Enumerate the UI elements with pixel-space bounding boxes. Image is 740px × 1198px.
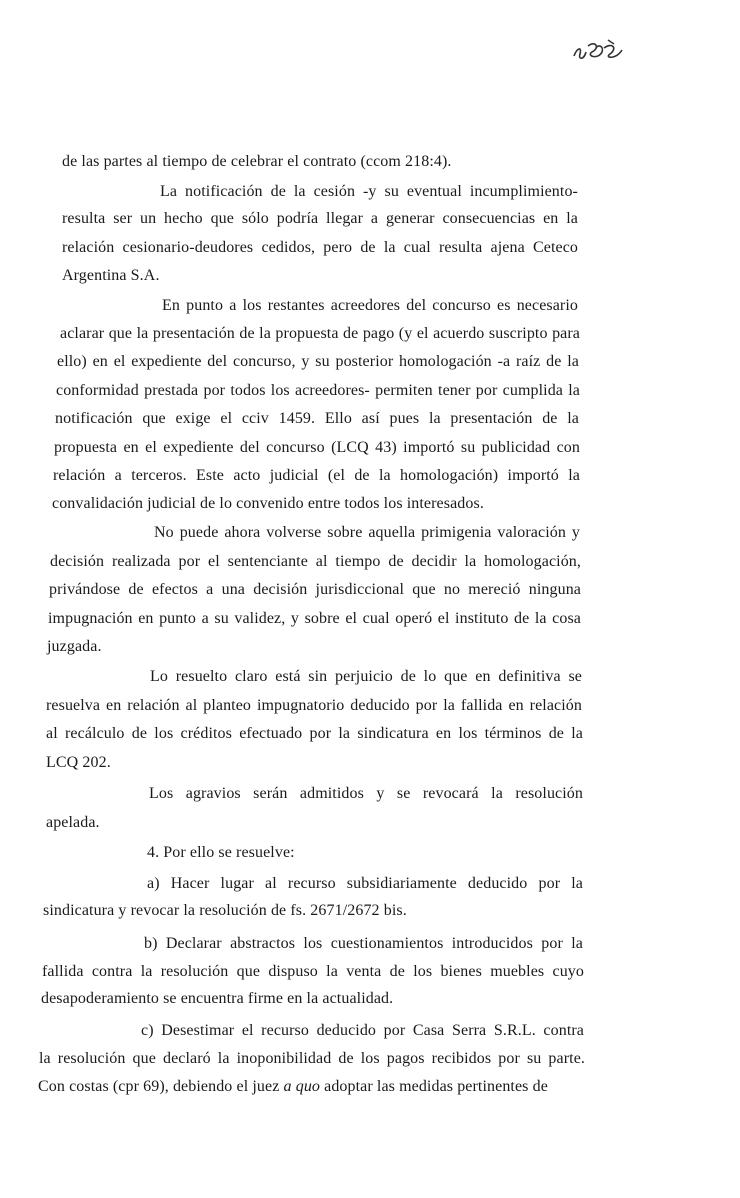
text-line: desapoderamiento se encuentra firme en la actualidad. — [41, 990, 394, 1007]
text-segment: adoptar las medidas pertinentes de — [324, 1078, 548, 1095]
text-line: La notificación de la cesión -y su eventual incumplimiento- — [160, 183, 578, 200]
text-line: Los agravios serán admitidos y se revocará la resolución — [149, 785, 583, 802]
folio-signature-icon — [568, 34, 628, 68]
text-line: notificación que exige el cciv 1459. Ello así pues la presentación de la — [55, 410, 579, 427]
text-line: fallida contra la resolución que dispuso la venta de los bienes muebles cuyo — [42, 963, 584, 980]
text-line: En punto a los restantes acreedores del concurso es necesario — [162, 297, 578, 314]
text-line: sindicatura y revocar la resolución de fs. 2671/2672 bis. — [43, 902, 407, 919]
text-line: impugnación en punto a su validez, y sobre el cual operó el instituto de la cosa — [48, 610, 581, 627]
text-line: relación a terceros. Este acto judicial (el de la homologación) importó la — [53, 467, 580, 484]
text-line: resuelva en relación al planteo impugnatorio deducido por la fallida en relación — [46, 697, 582, 714]
text-line: privándose de efectos a una decisión jurisdiccional que no mereció ninguna — [49, 581, 581, 598]
text-line: c) Desestimar el recurso deducido por Casa Serra S.R.L. contra — [141, 1022, 584, 1039]
text-segment: Con costas (cpr 69), debiendo el juez — [38, 1078, 280, 1095]
text-line: conformidad prestada por todos los acreedores- permiten tener por cumplida la — [56, 382, 580, 399]
text-line: convalidación judicial de lo convenido entre todos los interesados. — [52, 495, 484, 512]
text-line: ello) en el expediente del concurso, y su posterior homologación -a raíz de la — [57, 353, 579, 370]
text-line: decisión realizada por el sentenciante al tiempo de decidir la homologación, — [50, 553, 581, 570]
text-line: relación cesionario-deudores cedidos, pero de la cual resulta ajena Ceteco — [62, 239, 578, 256]
text-line: a) Hacer lugar al recurso subsidiariamente deducido por la — [147, 875, 583, 892]
handwritten-folio-number — [568, 34, 628, 68]
text-line: la resolución que declaró la inoponibilidad de los pagos recibidos por su parte. — [39, 1050, 585, 1067]
text-line: 4. Por ello se resuelve: — [147, 844, 295, 861]
text-line: al recálculo de los créditos efectuado por la sindicatura en los términos de la — [46, 725, 583, 742]
text-line: juzgada. — [47, 638, 102, 655]
text-line: propuesta en el expediente del concurso (LCQ 43) importó su publicidad con — [54, 439, 580, 456]
text-line: resulta ser un hecho que sólo podría llegar a generar consecuencias en la — [62, 210, 578, 227]
text-line: aclarar que la presentación de la propuesta de pago (y el acuerdo suscripto para — [60, 325, 580, 342]
text-line: apelada. — [46, 814, 100, 831]
text-line: LCQ 202. — [46, 754, 111, 771]
text-line: de las partes al tiempo de celebrar el contrato (ccom 218:4). — [62, 153, 452, 170]
text-line-with-italic — [38, 1077, 548, 1097]
text-line: Argentina S.A. — [62, 267, 160, 284]
text-line: Lo resuelto claro está sin perjuicio de lo que en definitiva se — [150, 668, 582, 685]
text-line: No puede ahora volverse sobre aquella primigenia valoración y — [154, 524, 580, 541]
text-line: b) Declarar abstractos los cuestionamientos introducidos por la — [144, 935, 583, 952]
italic-text-segment: a quo — [283, 1078, 321, 1095]
